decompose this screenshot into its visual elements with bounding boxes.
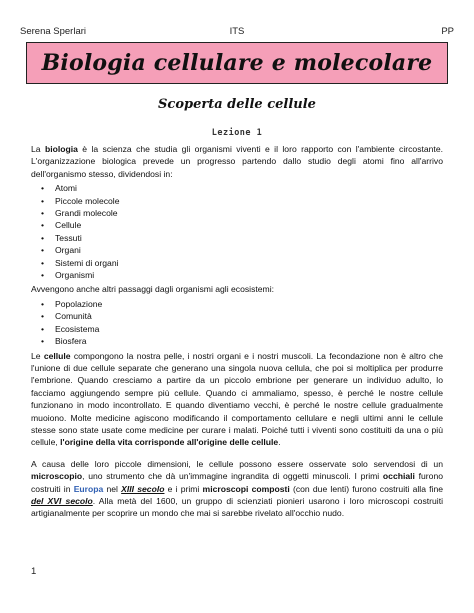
list-item: • Atomi [41,183,77,194]
list-item: • Piccole molecole [41,195,120,206]
section-subtitle: Scoperta delle cellule [158,97,316,112]
header-course: ITS [229,26,245,37]
page-number: 1 [31,566,37,577]
list-item: • Biosfera [41,336,87,347]
list-item: • Organismi [41,270,95,281]
bold-cellule: cellule [43,350,71,361]
intro-text-1: La [31,144,45,154]
header-initials: PP [441,26,454,37]
highlight-xvi-secolo: del XVI secolo [31,495,93,506]
cells-paragraph: Le cellule compongono la nostra pelle, i nostri organi e i nostri muscoli. La fecondazione non è altro che l'unione di due cellule separate che generano una singola nuova cellula, che poi si moltiplica per produrre l'embrione. Quando cresciamo a partire da un piccolo embrione per generare un individuo adulto, lo facciamo aggiungendo sempre più cellule. Quando ci ammaliamo, spesso, è perché le nostre cellule funzionano in modo incontrollato. E quando diventiamo vecchi, è perché le nostre cellule gradualmente muoiono. Molte medicine agiscono modificando il comportamento cellulare e negli ultimi anni le cellule stesse sono state usate come medicine per curare i malati. Poiché tutti i viventi sono costituiti da una o più cellule, l'origine della vita corrisponde all'origine delle cellule. [31,350,443,448]
list-item: • Cellule [41,220,82,231]
list-item: • Comunità [41,311,92,322]
lesson-label: Lezione 1 [211,128,263,138]
highlight-europa: Europa [73,483,104,494]
intro-paragraph [31,143,443,180]
bold-occhiali: occhiali [382,471,415,482]
bold-microscopi-composti: microscopi composti [202,483,290,494]
title-banner [26,42,448,84]
list-item: • Sistemi di organi [41,257,119,268]
list-item: • Popolazione [41,298,103,309]
ecosystem-list [31,298,443,348]
highlight-xiii-secolo: XIII secolo [121,483,165,494]
document-title: Biologia cellulare e molecolare [41,50,433,76]
list-item: • Grandi molecole [41,208,118,219]
ecosystem-intro: Avvengono anche altri passaggi dagli organismi agli ecosistemi: [31,284,274,295]
microscope-paragraph: A causa delle loro piccole dimensioni, le cellule possono essere osservate solo servendosi di un microscopio, uno strumento che dà un'immagine ingrandita di oggetti minuscoli. I primi occhiali furono costruiti in Europa nel XIII secolo e i primi microscopi composti (con due lenti) furono costruiti alla fine del XVI secolo. Alla metà del 1600, un gruppo di scienziati pionieri usarono i loro microscopi costruiti artigianalmente per scoprire un mondo che mai si sarebbe rivelato all'occhio nudo. [31,458,444,519]
list-item: • Tessuti [41,232,82,243]
header-author: Serena Sperlari [20,26,87,37]
intro-text-2: è la scienza che studia gli organismi viventi e il loro rapporto con l'ambiente circostante. L'organizzazione biologica prevede un progresso partendo dallo studio degli atomi fino all'arrivo dell'organismo stesso, dividendosi in: [31,144,443,179]
document-body [31,143,443,520]
bold-origine-vita: l'origine della vita corrisponde all'origine delle cellule [60,437,279,448]
organization-list [31,182,443,281]
intro-bold-biologia: biologia [44,144,78,154]
list-item: • Ecosistema [41,323,100,334]
list-item: • Organi [41,245,81,256]
bold-microscopio: microscopio [31,471,83,482]
